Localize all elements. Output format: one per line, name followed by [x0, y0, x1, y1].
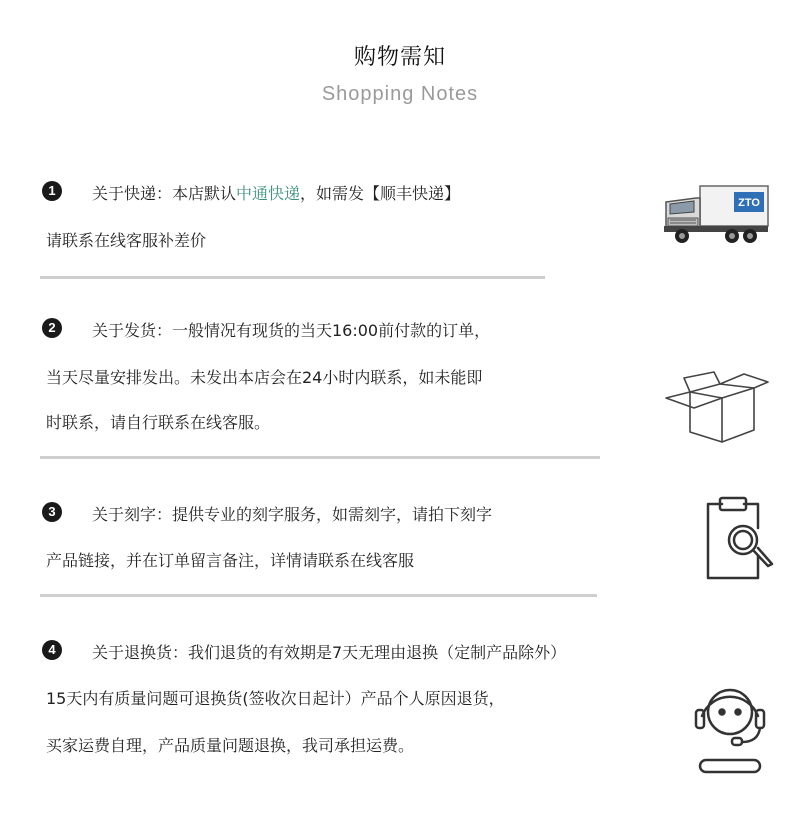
- section-3-number-badge: 3: [42, 502, 62, 522]
- section-1-line-1-prefix: 关于快递：本店默认: [92, 184, 237, 203]
- section-1-line-2: 请联系在线客服补差价: [46, 231, 207, 250]
- open-box-icon: [664, 370, 772, 450]
- section-4-number-badge: 4: [42, 640, 62, 660]
- page-title: 购物需知: [353, 45, 446, 70]
- clipboard-search-icon: [700, 494, 780, 588]
- section-2-line-2: 当天尽量安排发出。未发出本店会在24小时内联系，如未能即: [46, 368, 483, 387]
- svg-text:ZTO: ZTO: [738, 197, 760, 209]
- section-2-divider: [40, 456, 600, 459]
- section-1-divider: [40, 276, 545, 279]
- page-subtitle: Shopping Notes: [321, 83, 479, 105]
- section-3-line-2: 产品链接，并在订单留言备注，详情请联系在线客服: [46, 551, 415, 570]
- section-2-line-1: 关于发货：一般情况有现货的当天16:00前付款的订单，: [92, 321, 491, 340]
- section-1-line-1: [92, 181, 460, 204]
- delivery-truck-icon: [662, 180, 772, 250]
- section-2-line-3: 时联系，请自行联系在线客服。: [46, 413, 271, 432]
- section-1-number-badge: 1: [42, 181, 62, 201]
- customer-service-headset-icon: [692, 680, 772, 778]
- section-3-line-1: 关于刻字：提供专业的刻字服务，如需刻字，请拍下刻字: [92, 505, 493, 524]
- section-3-divider: [40, 594, 597, 597]
- section-4-line-3: 买家运费自理，产品质量问题退换，我司承担运费。: [46, 736, 415, 755]
- section-2-number-badge: 2: [42, 318, 62, 338]
- section-4-line-2: 15天内有质量问题可退换货(签收次日起计）产品个人原因退货，: [46, 689, 505, 708]
- section-1-line-1-suffix: ，如需发【顺丰快递】: [300, 184, 461, 203]
- section-1-highlight-courier: 中通快递: [236, 184, 301, 203]
- section-4-line-1: 关于退换货：我们退货的有效期是7天无理由退换（定制产品除外）: [92, 643, 567, 662]
